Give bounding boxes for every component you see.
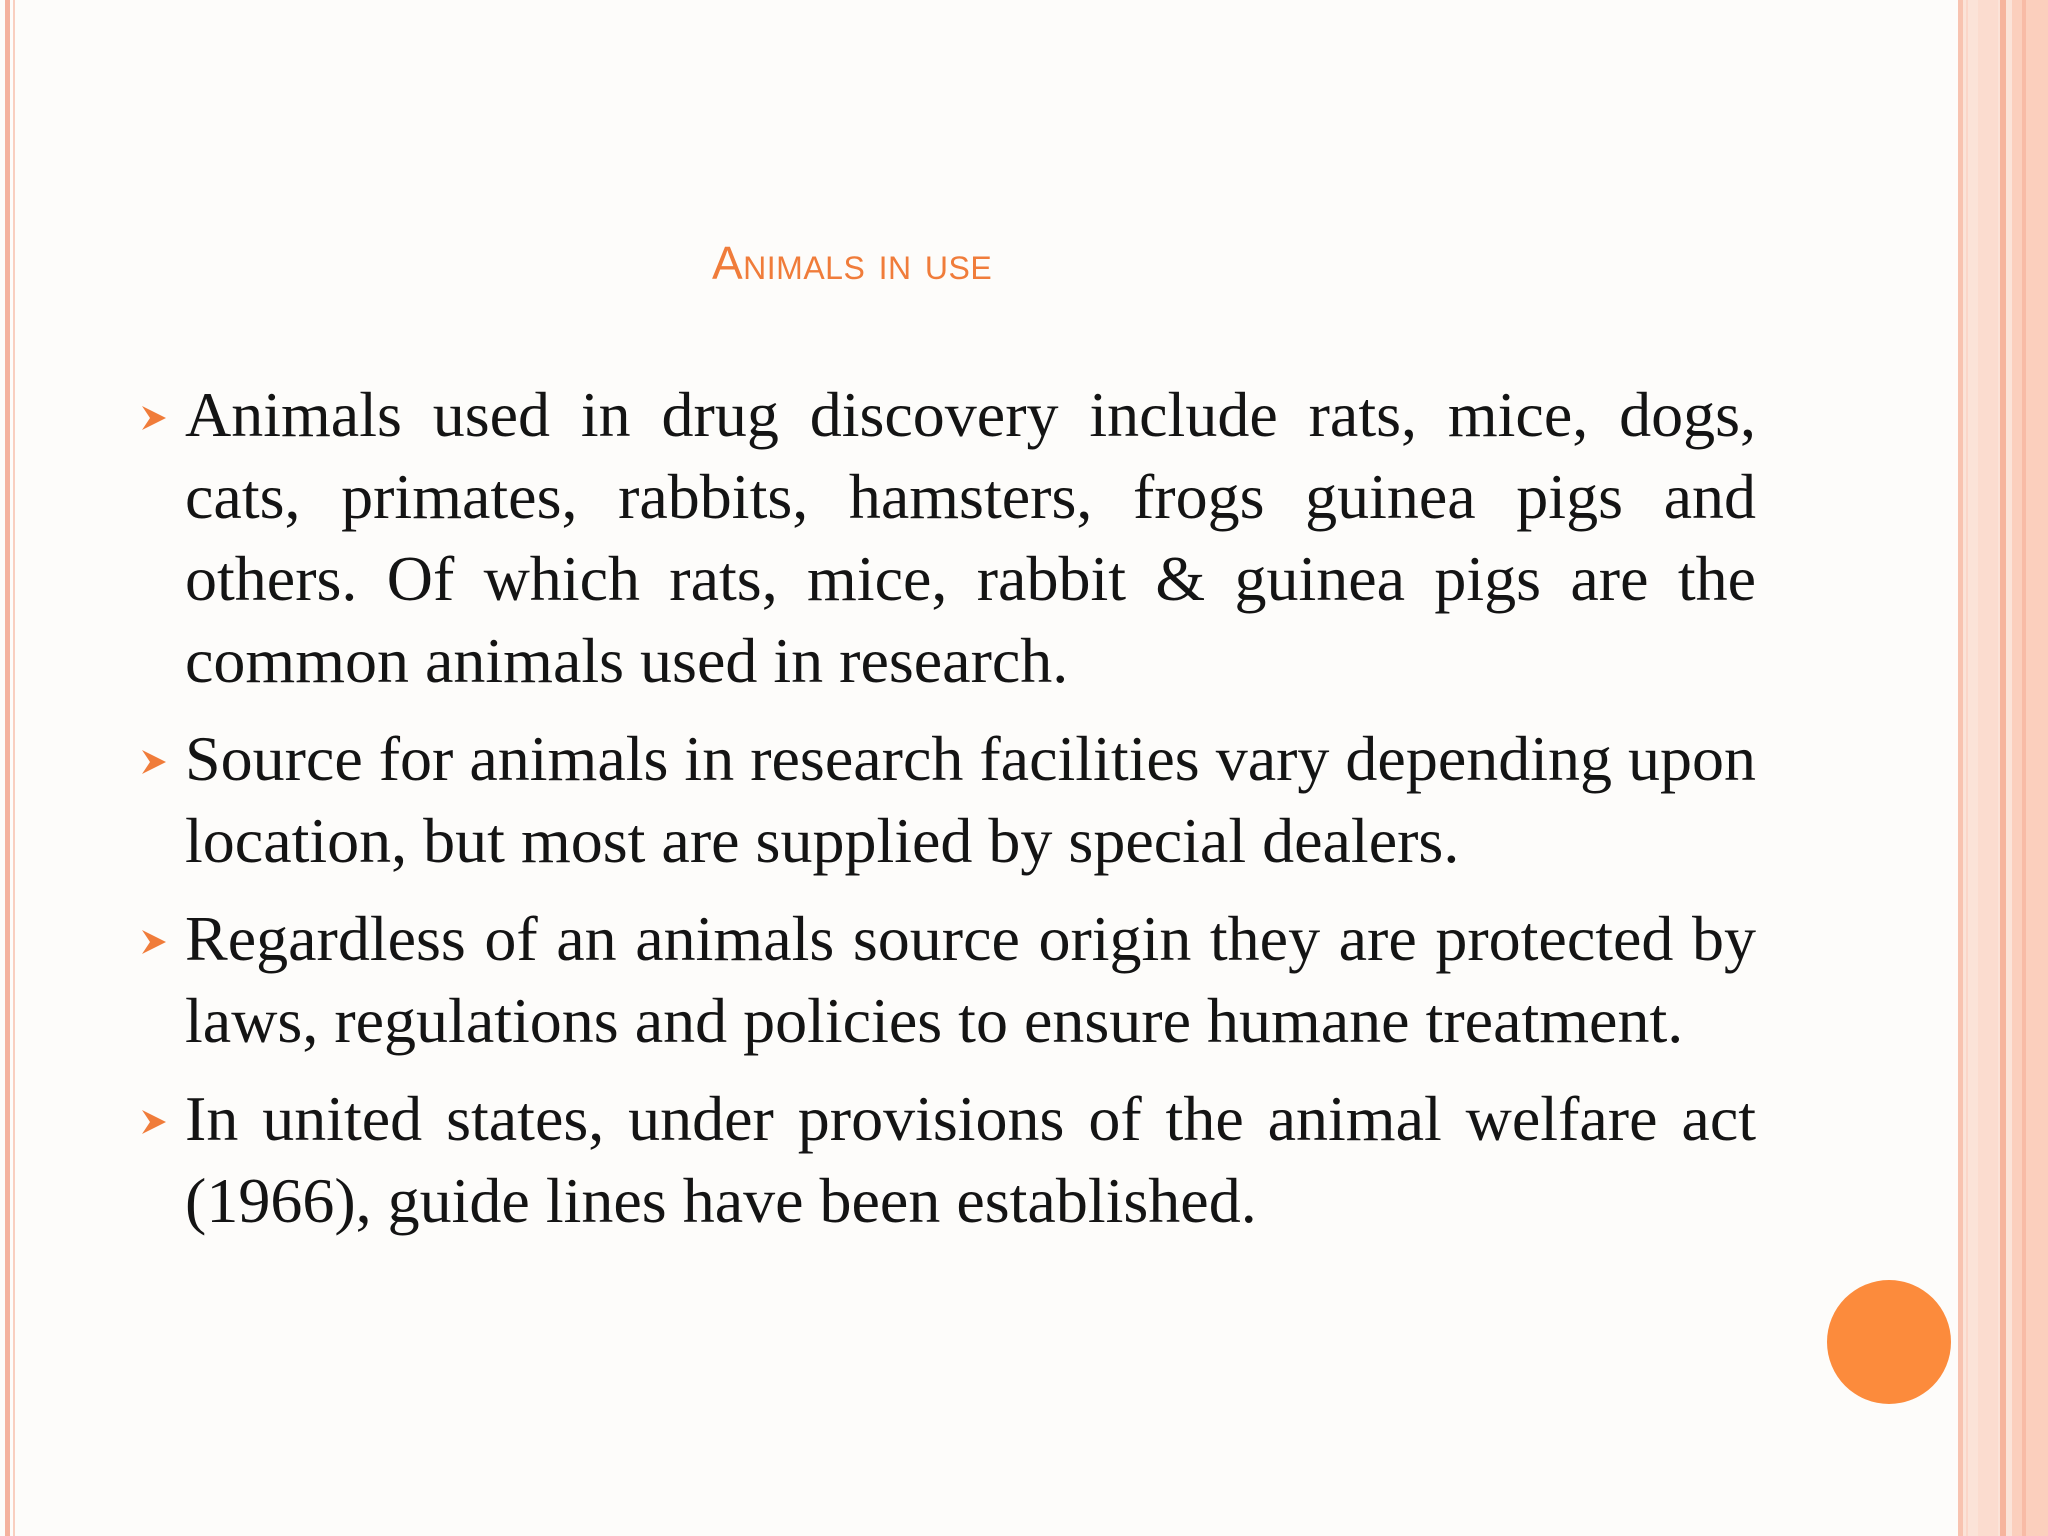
right-border-line [2022,0,2026,1536]
bullet-item [140,898,1756,1062]
bullet-text: Regardless of an animals source origin they are protected by laws, regulations and policies to ensure humane treatment. [185,903,1756,1056]
bullet-item [140,374,1756,702]
right-border-line [1966,0,1968,1536]
right-border-line [2012,0,2048,1536]
left-border-line-thin [13,0,15,1536]
bullet-text: Animals used in drug discovery include rats, mice, dogs, cats, primates, rabbits, hamsters, frogs guinea pigs and others. Of which rats, mice, rabbit & guinea pigs are the common animals used in research. [185,379,1756,696]
left-border-line [5,0,10,1536]
bullet-text: Source for animals in research facilities vary depending upon location, but most are supplied by special dealers. [185,723,1756,876]
bullet-list [140,374,1756,1258]
bullet-item [140,1078,1756,1242]
right-border-line [1958,0,1963,1536]
bullet-text: In united states, under provisions of the animal welfare act (1966), guide lines have been established. [185,1083,1756,1236]
right-border-line [2000,0,2006,1536]
slide-title: Animals in use [712,237,993,289]
decorative-circle [1827,1280,1951,1404]
bullet-item [140,718,1756,882]
right-border-line [1978,0,1998,1536]
